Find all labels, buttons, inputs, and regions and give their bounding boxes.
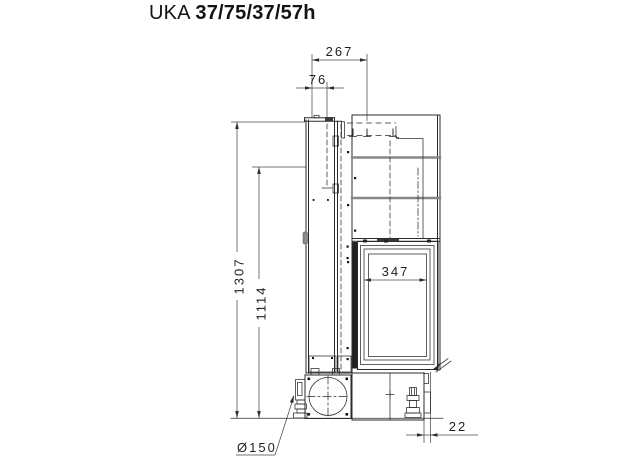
dim-flue-depth-label: 267 bbox=[325, 44, 354, 59]
firebox-door bbox=[353, 240, 452, 373]
title-brand: UKA bbox=[149, 2, 190, 24]
title-model: 37/75/37/57h bbox=[195, 2, 316, 24]
dim-air-inlet-diameter-label: Ø150 bbox=[237, 440, 277, 455]
dim-rear-gap-label: 22 bbox=[448, 419, 468, 434]
air-inlet-fan-unit bbox=[296, 369, 352, 419]
flue-outlet-hidden bbox=[342, 122, 400, 138]
dim-glass-width-label: 347 bbox=[381, 264, 410, 279]
front-frame-column bbox=[303, 115, 342, 373]
dim-upper-height-label: 1114 bbox=[253, 285, 269, 321]
right-foot bbox=[405, 388, 421, 418]
rear-spacer-bracket bbox=[424, 392, 431, 413]
door-hinge bbox=[303, 232, 308, 244]
dim-total-height-label: 1307 bbox=[231, 257, 247, 295]
door-side-profile bbox=[353, 242, 358, 369]
dim-front-offset-label: 76 bbox=[308, 72, 328, 87]
